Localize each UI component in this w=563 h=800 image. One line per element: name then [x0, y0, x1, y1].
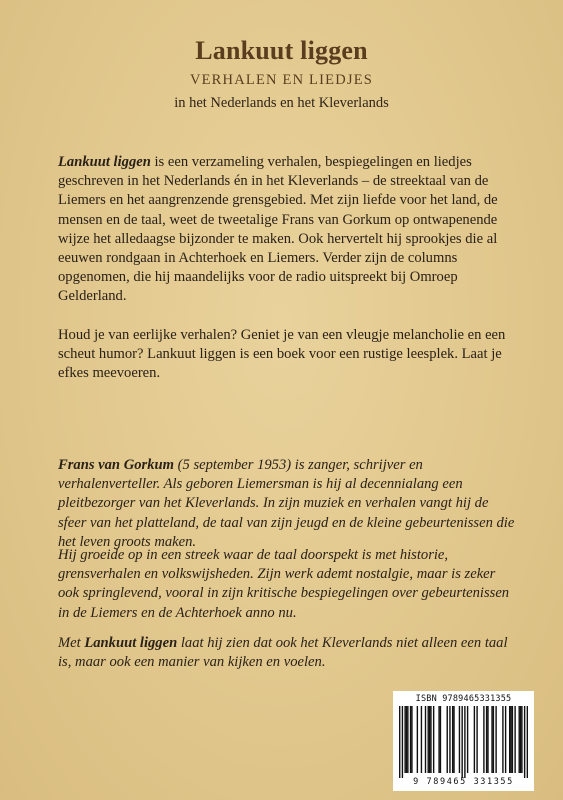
barcode-bar: [429, 706, 430, 773]
barcode-bar: [487, 706, 488, 773]
barcode-bar: [428, 706, 429, 773]
barcode-bar: [514, 706, 515, 773]
barcode-bar: [407, 706, 408, 773]
barcode-bar: [512, 706, 513, 773]
barcode-bar: [411, 706, 412, 773]
barcode-bar: [474, 706, 475, 773]
barcode-bar: [421, 706, 422, 773]
barcode-bar: [518, 706, 519, 773]
barcode-bar: [452, 706, 453, 773]
barcode-bar: [449, 706, 450, 773]
author-paragraph-1: [58, 456, 518, 552]
book-title: Lankuut liggen: [195, 36, 368, 65]
barcode-bar: [502, 706, 503, 773]
blurb-paragraph-1-text: is een verzameling verhalen, bespiegelingen en liedjes geschreven in het Nederlands én in het Kleverlands – de streektaal van de Liemers en het aangrenzende grensgebied. Met zijn liefde voor het land, de mensen en de taal, weet de tweetalige Frans van Gorkum op ontwapenende wijze het alledaagse bijzonder te maken. Ook hervertelt hij sprookjes die al eeuwen rondgaan in Achterhoek en Liemers. Verder zijn de columns opgenomen, die hij maandelijks voor de radio uitspreekt bij Omroep Gelderland.: [58, 154, 498, 305]
barcode-bars: [399, 706, 528, 778]
barcode-bar: [425, 706, 426, 773]
barcode-bar: [493, 706, 494, 773]
barcode-bar: [520, 706, 521, 773]
barcode-bar: [433, 706, 434, 773]
barcode-bar: [495, 706, 496, 773]
barcode-bar: [417, 706, 418, 773]
barcode-bar: [402, 706, 403, 778]
barcode-bar: [464, 706, 465, 778]
barcode-bar: [404, 706, 405, 773]
isbn-barcode: [393, 691, 534, 791]
barcode-bar: [406, 706, 407, 773]
barcode-bar: [430, 706, 431, 773]
blurb-paragraph-2: Houd je van eerlijke verhalen? Geniet je van een vleugje melancholie en een scheut humor? Lankuut liggen is een boek voor een rustige leesplek. Laat je efkes meevoeren.: [58, 327, 506, 382]
barcode-bar: [440, 706, 441, 773]
barcode-digits: 9 789465 331355: [413, 777, 514, 787]
barcode-bar: [521, 706, 522, 773]
blurb-paragraph-1: [58, 153, 518, 307]
barcode-bar: [410, 706, 411, 773]
barcode-bar: [467, 706, 468, 773]
barcode-bar: [459, 706, 460, 773]
barcode-bar: [461, 706, 462, 778]
author-name: Frans van Gorkum: [58, 457, 174, 473]
barcode-bar: [486, 706, 487, 773]
author-paragraph-3-text: laat hij zien dat ook het Kleverlands niet alleen een taal is, maar ook een manier van kijken en voelen.: [58, 635, 508, 671]
author-paragraph-1-text: (5 september 1953) is zanger, schrijver en verhalenverteller. Als geboren Liemersman is hij al decennialang een pleitbezorger van het Kleverlands. In zijn muziek en verhalen vangt hij de sfeer van het platteland, de taal van zijn jeugd en de kleine gebeurtenissen die het leven groots maken.: [58, 457, 515, 550]
barcode-bar: [453, 706, 454, 773]
barcode-bar: [524, 706, 525, 778]
barcode-bar: [476, 706, 477, 773]
book-subtitle: VERHALEN EN LIEDJES: [189, 72, 374, 88]
barcode-bar: [527, 706, 528, 778]
barcode-bar: [505, 706, 506, 773]
barcode-bar: [510, 706, 511, 773]
barcode-bar: [509, 706, 510, 773]
barcode-bar: [399, 706, 400, 778]
author-paragraph-3: [58, 634, 518, 672]
barcode-bar: [491, 706, 492, 773]
barcode-bar: [447, 706, 448, 773]
author-paragraph-3-title: Lankuut liggen: [84, 635, 178, 651]
barcode-bar: [483, 706, 484, 773]
author-paragraph-2: Hij groeide op in een streek waar de taal doorspekt is met historie, grensverhalen en volkswijsheden. Zijn werk ademt nostalgie, maar is zeker ook springlevend, vooral in zijn kritische bespiegelingen over gebeurtenissen in de Liemers en de Achterhoek anno nu.: [58, 547, 510, 621]
barcode-bar: [438, 706, 439, 773]
blurb-title-mention: Lankuut liggen: [58, 154, 151, 170]
author-paragraph-3-pre: Met: [58, 635, 85, 651]
isbn-label: ISBN 9789465331355: [415, 694, 512, 704]
book-subtitle-languages: in het Nederlands en het Kleverlands: [174, 95, 389, 111]
